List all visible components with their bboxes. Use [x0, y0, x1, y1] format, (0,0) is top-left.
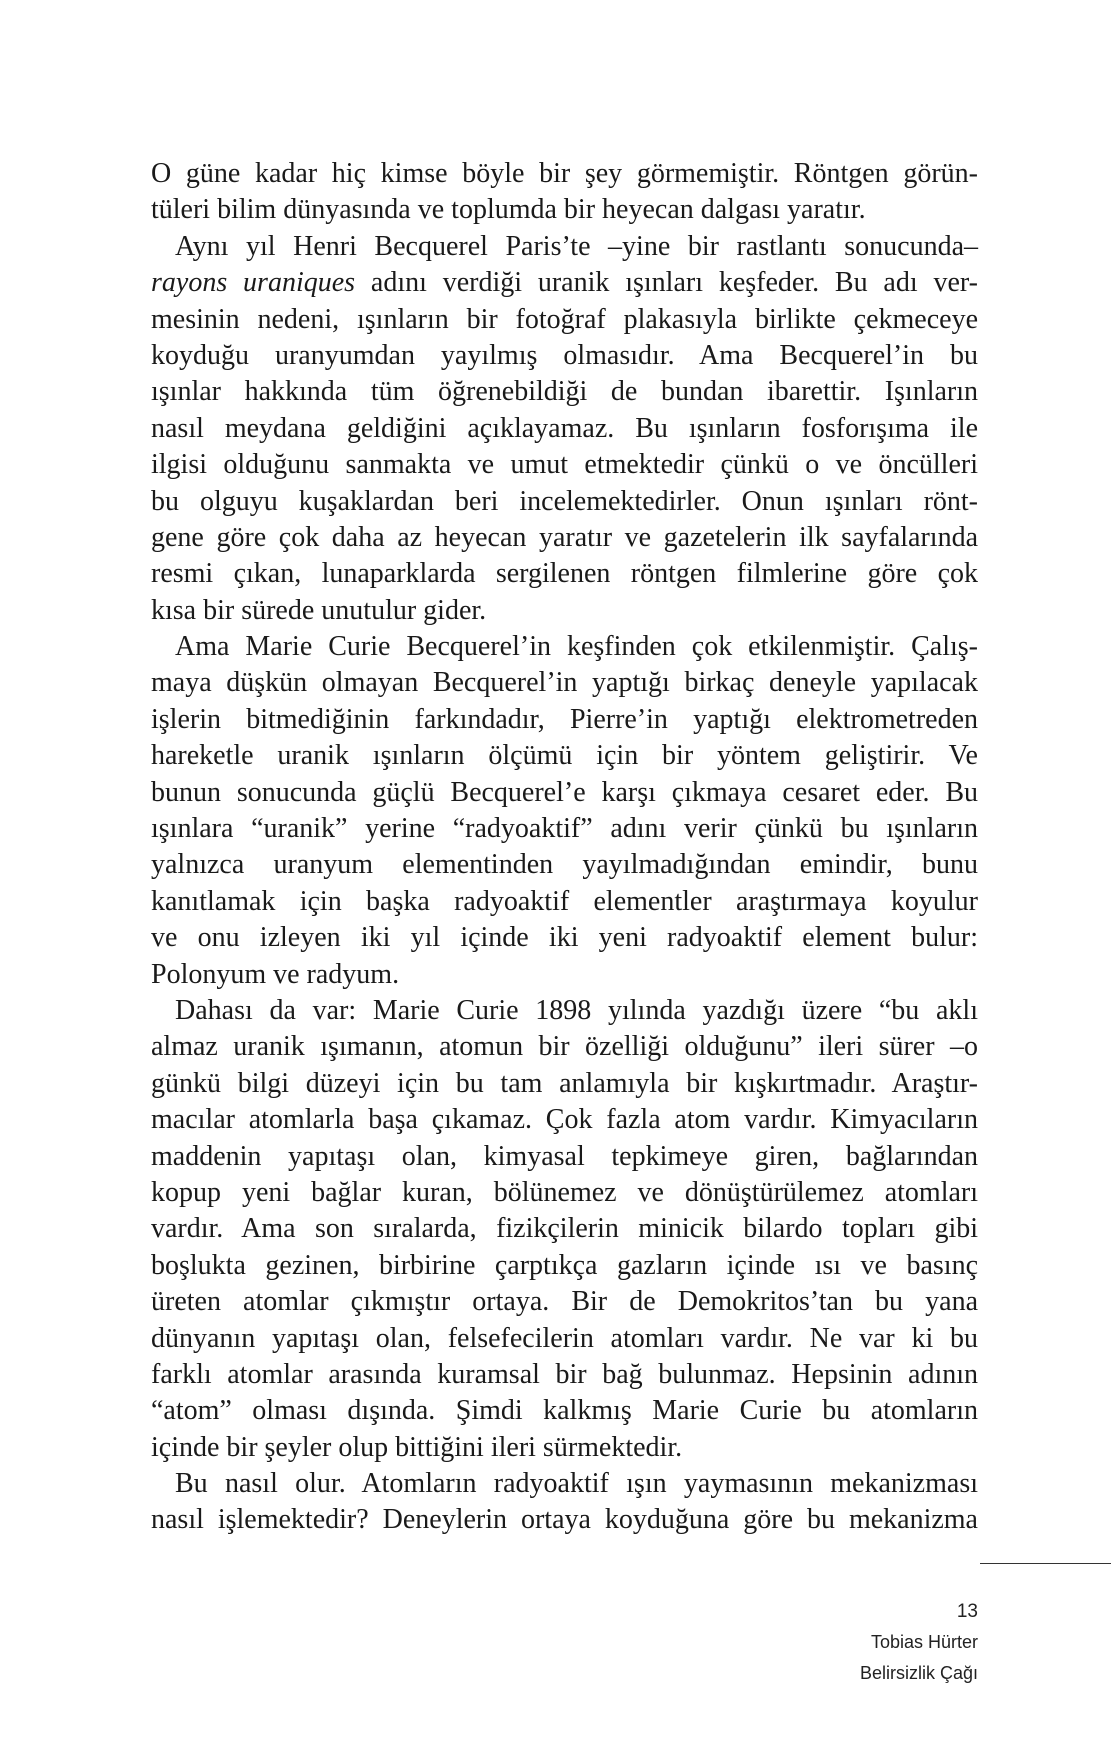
line-text: nasıl meydana geldiğini açıklayamaz. Bu ışınların fosforışıma ile — [151, 412, 978, 444]
text-line — [151, 229, 978, 265]
footer-rule — [980, 1563, 1111, 1564]
text-line — [151, 811, 978, 847]
line-text: ilgisi olduğunu sanmakta ve umut etmektedir çünkü o ve öncülleri — [151, 449, 978, 481]
line-text: içinde bir şeyler olup bittiğini ileri sürmektedir. — [151, 1431, 683, 1463]
text-line — [151, 665, 978, 701]
line-text: işlerin bitmediğinin farkındadır, Pierre’in yaptığı elektrometreden — [151, 703, 978, 735]
text-line — [151, 1066, 978, 1102]
line-text: Bu nasıl olur. Atomların radyoaktif ışın yaymasının mekanizması — [175, 1468, 978, 1500]
line-text: boşlukta gezinen, birbirine çarptıkça gazların içinde ısı ve basınç — [151, 1249, 978, 1281]
line-text: kısa bir sürede unutulur gider. — [151, 594, 487, 626]
text-line — [151, 1102, 978, 1138]
text-line — [151, 993, 978, 1029]
line-text: tüleri bilim dünyasında ve toplumda bir heyecan dalgası yaratır. — [151, 194, 866, 226]
line-text: hareketle uranik ışınların ölçümü için bir yöntem geliştirir. Ve — [151, 740, 978, 772]
line-text: O güne kadar hiç kimse böyle bir şey görmemiştir. Röntgen görün- — [151, 158, 978, 189]
line-text: ışınlara “uranik” yerine “radyoaktif” adını verir çünkü bu ışınların — [151, 813, 978, 845]
line-text: kanıtlamak için başka radyoaktif elementler araştırmaya koyulur — [151, 885, 978, 917]
text-line — [151, 1393, 978, 1429]
text-line — [151, 738, 978, 774]
text-line — [151, 411, 978, 447]
line-text: maddenin yapıtaşı olan, kimyasal tepkimeye giren, bağlarından — [151, 1140, 978, 1172]
text-line — [151, 520, 978, 556]
line-text: adını verdiği uranik ışınları keşfeder. Bu adı ver- — [355, 267, 978, 299]
line-text: maya düşkün olmayan Becquerel’in yaptığı birkaç deneyle yapılacak — [151, 667, 978, 699]
text-line — [151, 1029, 978, 1065]
line-text: yalnızca uranyum elementinden yayılmadığından emindir, bunu — [151, 849, 978, 881]
line-text: nasıl işlemektedir? Deneylerin ortaya koyduğuna göre bu mekanizma — [151, 1504, 978, 1536]
text-line — [151, 629, 978, 665]
text-line — [151, 192, 978, 228]
line-text: Dahası da var: Marie Curie 1898 yılında yazdığı üzere “bu aklı — [175, 994, 978, 1026]
line-text: Polonyum ve radyum. — [151, 958, 400, 990]
text-line — [151, 302, 978, 338]
author-name: Tobias Hürter — [870, 1632, 978, 1652]
line-text: günkü bilgi düzeyi için bu tam anlamıyla bir kışkırtmadır. Araştır- — [151, 1067, 978, 1099]
line-text: bunun sonucunda güçlü Becquerel’e karşı çıkmaya cesaret eder. Bu — [151, 776, 978, 808]
book-title: Belirsizlik Çağı — [859, 1663, 978, 1683]
line-text: dünyanın yapıtaşı olan, felsefecilerin atomları vardır. Ne var ki bu — [151, 1322, 978, 1354]
line-text: Ama Marie Curie Becquerel’in keşfinden çok etkilenmiştir. Çalış- — [175, 631, 978, 663]
text-line — [151, 1139, 978, 1175]
text-line — [151, 1284, 978, 1320]
text-line — [151, 884, 978, 920]
text-line — [151, 484, 978, 520]
line-text: macılar atomlarla başa çıkamaz. Çok fazla atom vardır. Kimyacıların — [151, 1104, 978, 1136]
line-text: gene göre çok daha az heyecan yaratır ve gazetelerin ilk sayfalarında — [151, 521, 978, 553]
text-line — [151, 1466, 978, 1502]
line-text: vardır. Ama son sıralarda, fizikçilerin minicik bilardo topları gibi — [151, 1213, 978, 1245]
line-text: farklı atomlar arasında kuramsal bir bağ bulunmaz. Hepsinin adının — [151, 1358, 978, 1390]
line-text: ve onu izleyen iki yıl içinde iki yeni radyoaktif element bulur: — [151, 922, 978, 954]
text-line — [151, 556, 978, 592]
text-line — [151, 775, 978, 811]
line-text: ışınlar hakkında tüm öğrenebildiği de bundan ibarettir. Işınların — [151, 376, 978, 408]
line-text: kopup yeni bağlar kuran, bölünemez ve dönüştürülemez atomları — [151, 1176, 978, 1208]
text-line — [151, 447, 978, 483]
text-line — [151, 1211, 978, 1247]
line-text: almaz uranik ışımanın, atomun bir özelliği olduğunu” ileri sürer –o — [151, 1031, 978, 1063]
line-text: resmi çıkan, lunaparklarda sergilenen röntgen filmlerine göre çok — [151, 558, 978, 590]
page-number: 13 — [956, 1601, 978, 1622]
line-text: “atom” olması dışında. Şimdi kalkmış Marie Curie bu atomların — [151, 1395, 978, 1427]
text-line — [151, 338, 978, 374]
text-line — [151, 847, 978, 883]
text-line — [151, 156, 978, 192]
text-line — [151, 374, 978, 410]
line-text: mesinin nedeni, ışınların bir fotoğraf plakasıyla birlikte çekmeceye — [151, 303, 978, 335]
text-line — [151, 957, 978, 993]
italic-phrase: rayons uraniques — [151, 267, 356, 299]
text-line — [151, 265, 978, 301]
text-line — [151, 1430, 978, 1466]
text-line — [151, 1321, 978, 1357]
text-line — [151, 1175, 978, 1211]
running-footer — [860, 1596, 978, 1689]
text-line — [151, 1502, 978, 1538]
text-line — [151, 593, 978, 629]
line-text: üreten atomlar çıkmıştır ortaya. Bir de Demokritos’tan bu yana — [151, 1286, 978, 1318]
text-line — [151, 702, 978, 738]
text-line — [151, 920, 978, 956]
line-text: bu olguyu kuşaklardan beri incelemektedirler. Onun ışınları rönt- — [151, 485, 978, 517]
text-line — [151, 1248, 978, 1284]
line-text: Aynı yıl Henri Becquerel Paris’te –yine bir rastlantı sonucunda– — [175, 230, 978, 262]
body-text — [151, 156, 978, 1539]
text-line — [151, 1357, 978, 1393]
line-text: koyduğu uranyumdan yayılmış olmasıdır. Ama Becquerel’in bu — [151, 339, 978, 371]
